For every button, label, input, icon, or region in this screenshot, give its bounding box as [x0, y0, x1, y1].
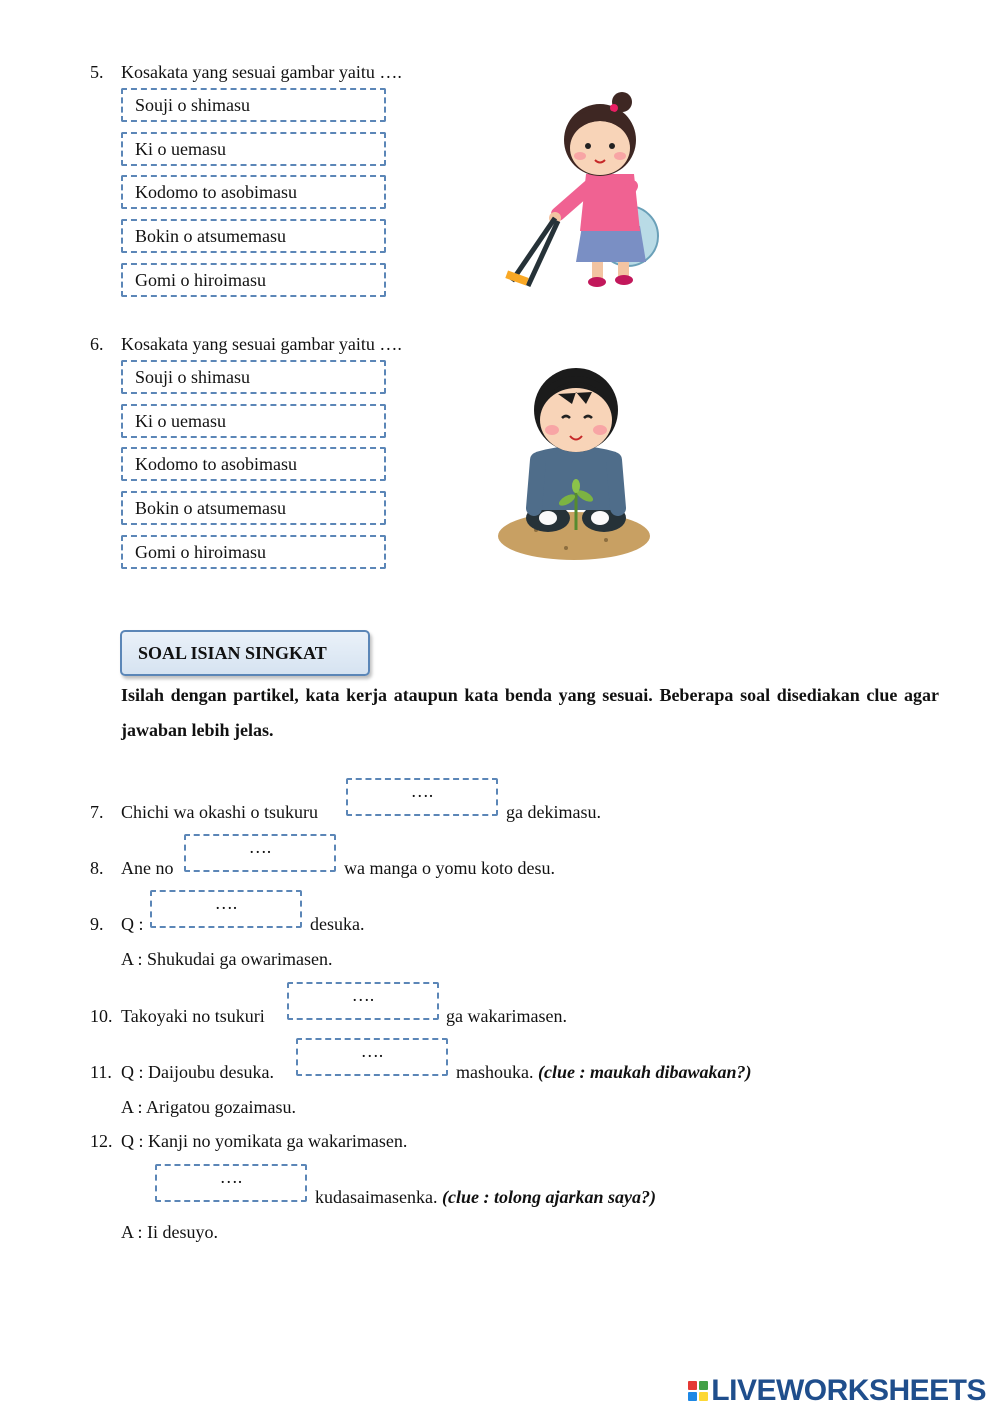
- q6-option-4[interactable]: Bokin o atsumemasu: [121, 491, 386, 525]
- boy-planting-tree-illustration: [496, 360, 654, 562]
- q9-answer-blank[interactable]: ….: [150, 890, 302, 928]
- q10-number: 10.: [90, 1006, 113, 1026]
- q8-number: 8.: [90, 858, 104, 878]
- q6-number: 6.: [90, 334, 104, 354]
- q11-number: 11.: [90, 1062, 112, 1082]
- q7-text-before: Chichi wa okashi o tsukuru: [121, 802, 318, 822]
- q12-answer-text: A : Ii desuyo.: [121, 1222, 218, 1242]
- logo-square-2: [699, 1381, 708, 1390]
- q9-text-before: Q :: [121, 914, 144, 934]
- logo-grid-icon: [688, 1381, 708, 1401]
- girl-picking-trash-illustration: [500, 86, 665, 291]
- q11-text-after: mashouka.: [456, 1062, 534, 1082]
- q11-answer-text: A : Arigatou gozaimasu.: [121, 1097, 296, 1117]
- q7-text-after: ga dekimasu.: [506, 802, 601, 822]
- liveworksheets-logo[interactable]: [688, 1374, 986, 1408]
- q10-text-before: Takoyaki no tsukuri: [121, 1006, 265, 1026]
- q11-answer-blank[interactable]: ….: [296, 1038, 448, 1076]
- q12-text-before: Q : Kanji no yomikata ga wakarimasen.: [121, 1131, 408, 1151]
- q10-answer-blank[interactable]: ….: [287, 982, 439, 1020]
- logo-square-1: [688, 1381, 697, 1390]
- q6-option-1[interactable]: Souji o shimasu: [121, 360, 386, 394]
- q12-answer-blank[interactable]: ….: [155, 1164, 307, 1202]
- q9-answer-text: A : Shukudai ga owarimasen.: [121, 949, 333, 969]
- q12-text-after: kudasaimasenka.: [315, 1187, 438, 1207]
- logo-text: LIVEWORKSHEETS: [711, 1374, 986, 1407]
- q5-option-5[interactable]: Gomi o hiroimasu: [121, 263, 386, 297]
- q5-option-2[interactable]: Ki o uemasu: [121, 132, 386, 166]
- q6-option-5[interactable]: Gomi o hiroimasu: [121, 535, 386, 569]
- section-title: SOAL ISIAN SINGKAT: [120, 630, 370, 676]
- q11-clue: (clue : maukah dibawakan?): [537, 1062, 752, 1082]
- q11-text-before: Q : Daijoubu desuka.: [121, 1062, 274, 1082]
- q5-option-3[interactable]: Kodomo to asobimasu: [121, 175, 386, 209]
- q12-clue: (clue : tolong ajarkan saya?): [441, 1187, 656, 1207]
- q9-text-after: desuka.: [310, 914, 365, 934]
- q5-text: Kosakata yang sesuai gambar yaitu ….: [121, 62, 402, 82]
- q9-number: 9.: [90, 914, 104, 934]
- q5-number: 5.: [90, 62, 104, 82]
- q12-number: 12.: [90, 1131, 113, 1151]
- section-instruction: Isilah dengan partikel, kata kerja ataupun kata benda yang sesuai. Beberapa soal disediakan clue agar jawaban lebih jelas.: [121, 685, 939, 740]
- q5-option-4[interactable]: Bokin o atsumemasu: [121, 219, 386, 253]
- q5-option-1[interactable]: Souji o shimasu: [121, 88, 386, 122]
- logo-square-3: [688, 1392, 697, 1401]
- q8-text-after: wa manga o yomu koto desu.: [344, 858, 555, 878]
- q8-text-before: Ane no: [121, 858, 174, 878]
- q8-answer-blank[interactable]: ….: [184, 834, 336, 872]
- q7-number: 7.: [90, 802, 104, 822]
- q6-text: Kosakata yang sesuai gambar yaitu ….: [121, 334, 402, 354]
- q10-text-after: ga wakarimasen.: [446, 1006, 567, 1026]
- q6-option-2[interactable]: Ki o uemasu: [121, 404, 386, 438]
- q6-option-3[interactable]: Kodomo to asobimasu: [121, 447, 386, 481]
- logo-square-4: [699, 1392, 708, 1401]
- q7-answer-blank[interactable]: ….: [346, 778, 498, 816]
